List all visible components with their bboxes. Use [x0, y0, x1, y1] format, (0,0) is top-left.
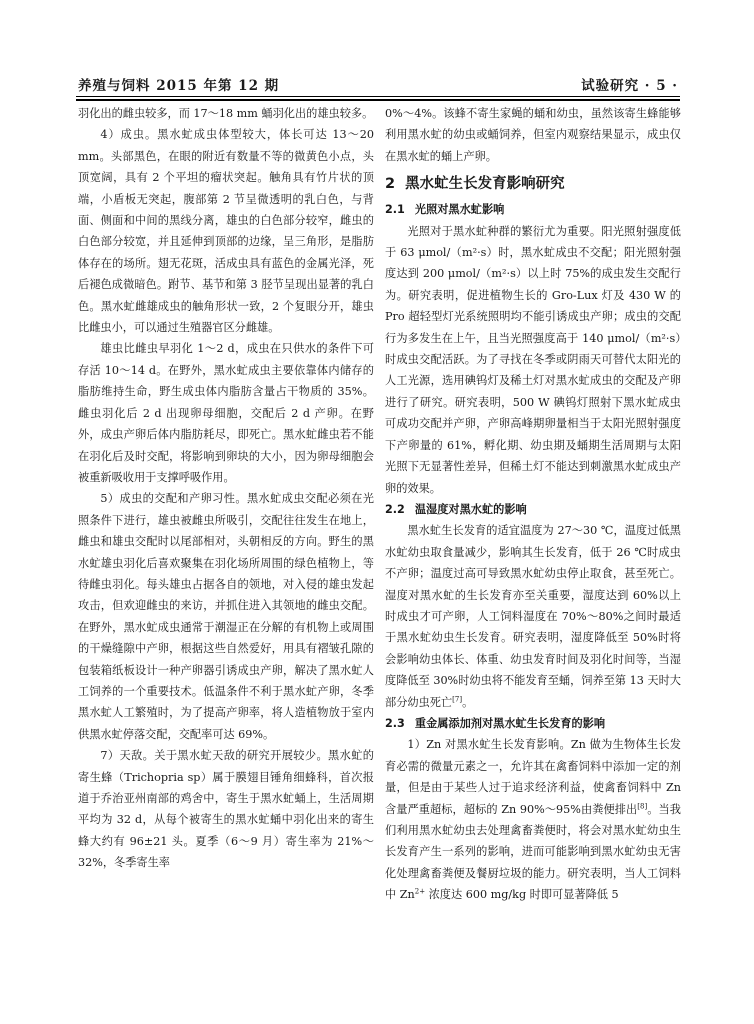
subsection-title: 光照对黑水虻影响 — [414, 203, 505, 217]
left-column — [78, 103, 374, 1003]
paragraph: 羽化出的雌虫较多，而 17～18 mm 蛹羽化出的雄虫较多。 — [78, 107, 374, 120]
subsection-heading — [385, 499, 681, 520]
paragraph: 4）成虫。黑水虻成虫体型较大，体长可达 13～20 mm。头部黑色，在眼的附近有数量不等的微黄色小点，头顶宽阔，具有 2 个平坦的瘤状突起。触角具有竹片状的顶端，小盾板无突起，腹部第 2 节呈微透明的乳白色，与背面、侧面和中间的黑线分离，雄虫的白色部分较窄，雌虫的白色部分较宽，并且延伸到顶部的边缘，呈三角形，是脂肪体存在的场所。翅无花斑，活成虫具有蓝色的金属光泽，死后褪色成微暗色。跗节、基节和第 3 胫节呈现出显著的乳白色。黑水虻雌雄成虫的触角形状一致，2 个复眼分开，雄虫比雌虫小，可以通过生殖器官区分雌雄。 — [78, 128, 374, 335]
citation: [8] — [637, 801, 648, 810]
paragraph: 7）天敌。关于黑水虻天敌的研究开展较少。黑水虻的寄生蜂（Trichopria sp）属于膜翅目锤角细蜂科，首次报道于乔治亚州南部的鸡舍中，寄生于黑水虻蛹上，生活周期平均为 32 d，从每个被寄生的黑水虻蛹中羽化出来的寄生蜂大约有 96±21 头。夏季（6～9 月）寄生率为 21%～32%，冬季寄生率 — [78, 749, 374, 870]
paragraph: 5）成虫的交配和产卵习性。黑水虻成虫交配必须在光照条件下进行，雄虫被雌虫所吸引，交配往往发生在地上，雌虫和雄虫交配时以尾部相对，头朝相反的方向。野生的黑水虻雄虫羽化后喜欢聚集在羽化场所周围的绿色植物上，等待雌虫羽化。每头雄虫占据各自的领地，对入侵的雄虫发起攻击，但欢迎雌虫的来访，并抓住进入其领地的雌虫交配。在野外，黑水虻成虫通常于潮湿正在分解的有机物上或周围的干燥缝隙中产卵，根据这些自然爱好，用具有褶皱孔隙的包装箱纸板设计一种产卵器引诱成虫产卵，解决了黑水虻人工饲养的一个重要技术。低温条件不利于黑水虻产卵，冬季黑水虻人工繁殖时，为了提高产卵率，将人造植物放于室内供黑水虻停落交配，交配率可达 69%。 — [78, 492, 374, 741]
section-page-label: 试验研究 · 5 · — [581, 78, 678, 94]
paragraph-text: 。当我们利用黑水虻幼虫去处理禽畜粪便时，将会对黑水虻幼虫生长发育产生一系列的影响，进而可能影响到黑水虻幼虫无害化处理禽畜粪便及餐厨垃圾的能力。研究表明，当人工饲料中 Zn — [385, 802, 681, 902]
paragraph: 0%～4%。该蜂不寄生家蝇的蛹和幼虫，虽然该寄生蜂能够利用黑水虻的幼虫或蛹饲养，但室内观察结果显示，成虫仅在黑水虻的蛹上产卵。 — [385, 107, 681, 163]
ion-charge: 2+ — [414, 887, 426, 896]
subsection-number: 2.2 — [385, 502, 405, 516]
section-title: 黑水虻生长发育影响研究 — [405, 176, 565, 193]
paragraph — [385, 734, 681, 905]
paragraph — [385, 520, 681, 713]
subsection-heading — [385, 199, 681, 220]
journal-title: 养殖与饲料 2015 年第 12 期 — [78, 78, 280, 94]
header-rule-thin — [76, 96, 680, 97]
header-rule-thick — [76, 99, 680, 101]
right-column — [385, 103, 681, 1003]
paragraph-text: 。 — [462, 695, 474, 709]
subsection-heading — [385, 713, 681, 734]
section-heading — [385, 173, 681, 195]
subsection-title: 重金属添加剂对黑水虻生长发育的影响 — [414, 716, 606, 730]
subsection-number: 2.1 — [385, 203, 405, 217]
paragraph: 雄虫比雌虫早羽化 1～2 d，成虫在只供水的条件下可存活 10～14 d。在野外，黑水虻成虫主要依靠体内储存的脂肪维持生命，野生成虫体内脂肪含量占干物质的 35%。雌虫羽化后 2 d 出现卵母细胞，交配后 2 d 产卵。在野外，成虫产卵后体内脂肪耗尽，即死亡。黑水虻雌虫若不能在羽化后及时交配，将影响到卵块的大小，因为卵母细胞会被重新吸收用于支撑呼吸作用。 — [78, 342, 374, 484]
subsection-number: 2.3 — [385, 716, 405, 730]
paragraph-text: 浓度达 600 mg/kg 时即可显著降低 5 — [425, 888, 619, 902]
subsection-title: 温湿度对黑水虻的影响 — [414, 502, 527, 516]
citation: [7] — [452, 694, 463, 703]
paragraph-text: 黑水虻生长发育的适宜温度为 27～30 ℃，温度过低黑水虻幼虫取食量减少，影响其生长发育，低于 26 ℃时成虫不产卵；温度过高可导致黑水虻幼虫停止取食，甚至死亡。湿度对黑水虻的生长发育亦至关重要，湿度达到 60%以上时成虫才可产卵，人工饲料湿度在 70%～80%之间时最适于黑水虻幼虫生长发育。研究表明，湿度降低至 50%时将会影响幼虫体长、体重、幼虫发育时间及羽化时间等，当湿度降低至 30%时幼虫将不能发育至蛹，饲养至第 13 天时大部分幼虫死亡 — [385, 524, 681, 709]
paragraph: 光照对于黑水虻种群的繁衍尤为重要。阳光照射强度低于 63 μmol/（m²·s）时，黑水虻成虫不交配；阳光照射强度达到 200 μmol/（m²·s）以上时 75%的成虫发生交配行为。研究表明，促进植物生长的 Gro-Lux 灯及 430 W 的 Pro 超轻型灯光系统照明均不能引诱成虫产卵；成虫的交配行为多发生在上午，且当光照强度高于 140 μmol/（m²·s）时成虫交配活跃。为了寻找在冬季或阴雨天可替代太阳光的人工光源，选用碘钨灯及稀土灯对黑水虻成虫的交配及产卵进行了研究。研究表明，500 W 碘钨灯照射下黑水虻成虫可成功交配并产卵，产卵高峰期卵量相当于太阳光照射强度下产卵量的 61%，孵化期、幼虫期及蛹期生活周期与太阳光照下无显著性差异，但稀土灯不能达到刺激黑水虻成虫产卵的效果。 — [385, 224, 681, 495]
paragraph-text: 1）Zn 对黑水虻生长发育影响。Zn 做为生物体生长发育必需的微量元素之一，允许其在禽畜饲料中添加一定的剂量，但是由于某些人过于追求经济利益，使禽畜饲料中 Zn 含量严重超标，超标的 Zn 90%～95%由粪便排出 — [385, 738, 681, 816]
page-header — [78, 74, 678, 94]
section-number: 2 — [385, 176, 396, 193]
